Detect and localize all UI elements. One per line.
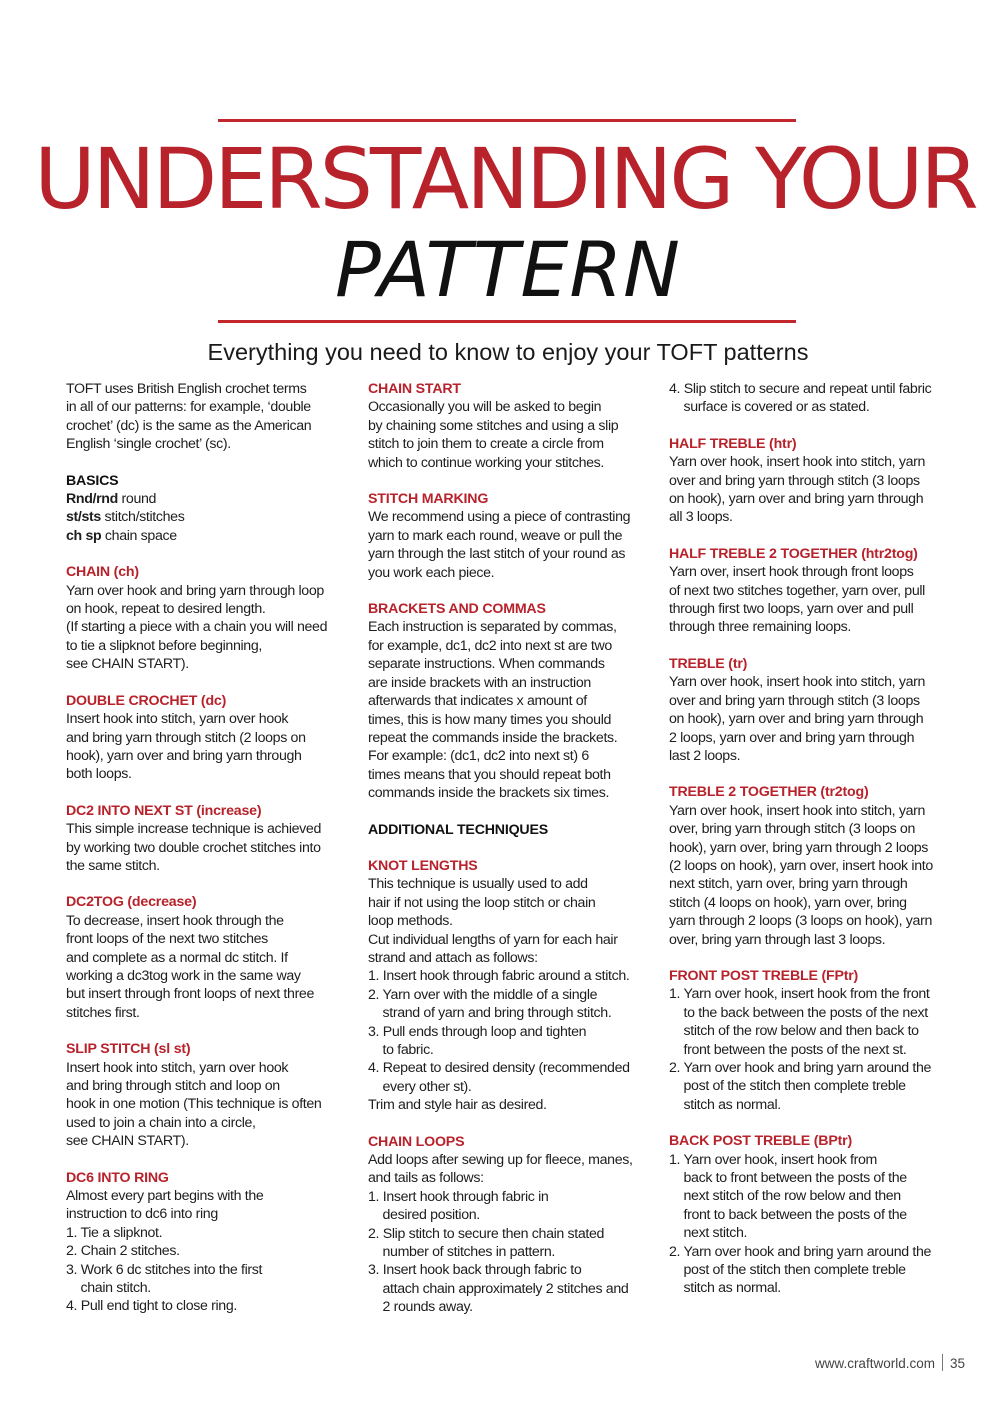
list-item: 2. Yarn over hook and bring yarn around the post of the stitch then complete treble stitch as normal. (669, 1060, 932, 1113)
column-3 (669, 380, 969, 1298)
list-item: 2. Yarn over with the middle of a single strand of yarn and bring through stitch. (368, 986, 612, 1022)
section-body: Add loops after sewing up for fleece, manes, and tails as follows: (368, 1152, 633, 1187)
section-body: Yarn over hook and bring yarn through loop on hook, repeat to desired length. (If starting a piece with a chain you will need to tie a slipknot before beginning, see CHAIN START). (66, 582, 328, 673)
section-body: Yarn over hook, insert hook into stitch, yarn over and bring yarn through stitch (3 loops on hook), yarn over and bring yarn through all 3 loops. (669, 454, 926, 526)
section-heading: HALF TREBLE 2 TOGETHER (htr2tog) (669, 545, 918, 562)
list-item: 2. Yarn over hook and bring yarn around the post of the stitch then complete treble stitch as normal. (669, 1243, 932, 1297)
list-item: 3. Pull ends through loop and tighten to fabric. (368, 1023, 587, 1058)
step-list (368, 967, 660, 1096)
section-heading: CHAIN LOOPS (368, 1133, 465, 1150)
list-item: 2. Chain 2 stitches. (66, 1243, 180, 1260)
intro-text: TOFT uses British English crochet terms in all of our patterns: for example, ‘double crochet’ (dc) is the same as the American English ‘single crochet’ (sc). (66, 381, 312, 453)
footer-divider (942, 1354, 943, 1371)
section-heading: DC2 INTO NEXT ST (increase) (66, 802, 262, 819)
section-body: We recommend using a piece of contrasting yarn to mark each round, weave or pull the yarn through the last stitch of your round as you work each piece. (368, 509, 631, 581)
section-heading: HALF TREBLE (htr) (669, 435, 797, 452)
additional-techniques-heading: ADDITIONAL TECHNIQUES (368, 821, 548, 838)
section-heading: BRACKETS AND COMMAS (368, 601, 546, 618)
section-body: To decrease, insert hook through the front loops of the next two stitches and complete as a normal dc stitch. If working a dc3tog work in the same way but insert through front loops of next three stitches first. (66, 912, 315, 1021)
step-list (669, 380, 969, 417)
basics-heading: BASICS (66, 472, 119, 489)
column-1 (66, 380, 358, 1316)
section-heading: FRONT POST TREBLE (FPtr) (669, 967, 859, 984)
basics-item: st/sts stitch/stitches (66, 509, 185, 526)
list-item: 4. Slip stitch to secure and repeat until fabric surface is covered or as stated. (669, 381, 932, 416)
section-body: Yarn over, insert hook through front loops of next two stitches together, yarn over, pull through first two loops, yarn over and pull through three remaining loops. (669, 564, 925, 636)
section-body: This technique is usually used to add hair if not using the loop stitch or chain loop methods. Cut individual lengths of yarn for each hair strand and attach as follows: (368, 876, 618, 966)
section-heading: CHAIN START (368, 381, 461, 397)
list-item: 1. Insert hook through fabric around a stitch. (368, 968, 630, 985)
section-heading: STITCH MARKING (368, 491, 489, 508)
step-list (669, 985, 969, 1114)
list-item: 1. Yarn over hook, insert hook from the front to the back between the posts of the next stitch of the row below and then back to front between the posts of the next st. (669, 986, 930, 1058)
list-item: 1. Tie a slipknot. (66, 1224, 163, 1241)
list-item: 4. Repeat to desired density (recommended every other st). (368, 1060, 630, 1095)
section-heading: BACK POST TREBLE (BPtr) (669, 1133, 852, 1150)
page-title-line2: PATTERN (334, 225, 682, 314)
section-heading: KNOT LENGTHS (368, 857, 478, 874)
step-list (368, 1188, 660, 1317)
list-item: 1. Insert hook through fabric in desired position. (368, 1188, 549, 1224)
list-item: 2. Slip stitch to secure then chain stated number of stitches in pattern. (368, 1225, 605, 1261)
list-item: 3. Insert hook back through fabric to attach chain approximately 2 stitches and 2 rounds away. (368, 1262, 629, 1316)
column-2 (368, 380, 660, 1317)
section-heading: DC6 INTO RING (66, 1169, 169, 1186)
basics-item: Rnd/rnd round (66, 491, 157, 508)
step-list (66, 1224, 358, 1316)
section-heading: DC2TOG (decrease) (66, 894, 197, 911)
section-body: Insert hook into stitch, yarn over hook and bring through stitch and loop on hook in one motion (This technique is often used to join a chain into a circle, see CHAIN START). (66, 1059, 322, 1150)
section-body: Almost every part begins with the instruction to dc6 into ring (66, 1188, 264, 1223)
step-list (669, 1151, 969, 1298)
list-item: 4. Pull end tight to close ring. (66, 1298, 237, 1315)
section-body: Occasionally you will be asked to begin by chaining some stitches and using a slip stitch to join them to create a circle from which to continue working your stitches. (368, 399, 619, 471)
section-body: Trim and style hair as desired. (368, 1097, 547, 1114)
footer-website: www.craftworld.com (814, 1356, 935, 1371)
section-heading: TREBLE 2 TOGETHER (tr2tog) (669, 784, 869, 801)
section-heading: DOUBLE CROCHET (dc) (66, 692, 227, 709)
section-heading: SLIP STITCH (sl st) (66, 1041, 191, 1058)
section-body: Yarn over hook, insert hook into stitch, yarn over and bring yarn through stitch (3 loops on hook), yarn over and bring yarn through 2 loops, yarn over and bring yarn through last 2 loops. (669, 674, 926, 764)
title-bottom-rule (218, 320, 796, 323)
page-footer (720, 1354, 965, 1373)
section-heading: TREBLE (tr) (669, 655, 748, 672)
page-number: 35 (949, 1356, 965, 1371)
section-body: Yarn over hook, insert hook into stitch, yarn over, bring yarn through stitch (3 loops on hook), yarn over, bring yarn through 2 loops (2 loops on hook), yarn over, insert hook into next stitch, yarn over, bring yarn through stitch (4 loops on hook), yarn over, bring yarn through 2 loops (3 loops on hook), yarn over, bring yarn through last 3 loops. (669, 802, 933, 948)
list-item: 3. Work 6 dc stitches into the first chain stitch. (66, 1261, 263, 1297)
page-subtitle: Everything you need to know to enjoy your TOFT patterns (207, 339, 809, 365)
section-body: Each instruction is separated by commas, for example, dc1, dc2 into next st are two separate instructions. When commands are inside brackets with an instruction afterwards that indicates x amount of times, this is how many times you should repeat the commands inside the brackets. For example: (dc1, dc2 into next st) 6 times means that you should repeat both commands inside the brackets six times. (368, 619, 618, 802)
list-item: 1. Yarn over hook, insert hook from back to front between the posts of the next stitch of the row below and then front to back between the posts of the next stitch. (669, 1151, 907, 1242)
section-heading: CHAIN (ch) (66, 564, 139, 581)
title-top-rule (218, 119, 796, 122)
section-body: Insert hook into stitch, yarn over hook and bring yarn through stitch (2 loops on hook), yarn over and bring yarn through both loops. (66, 711, 306, 783)
section-body: This simple increase technique is achieved by working two double crochet stitches into the same stitch. (66, 821, 322, 874)
basics-item: ch sp chain space (66, 527, 177, 544)
page-title-line1: UNDERSTANDING YOUR (34, 130, 976, 228)
